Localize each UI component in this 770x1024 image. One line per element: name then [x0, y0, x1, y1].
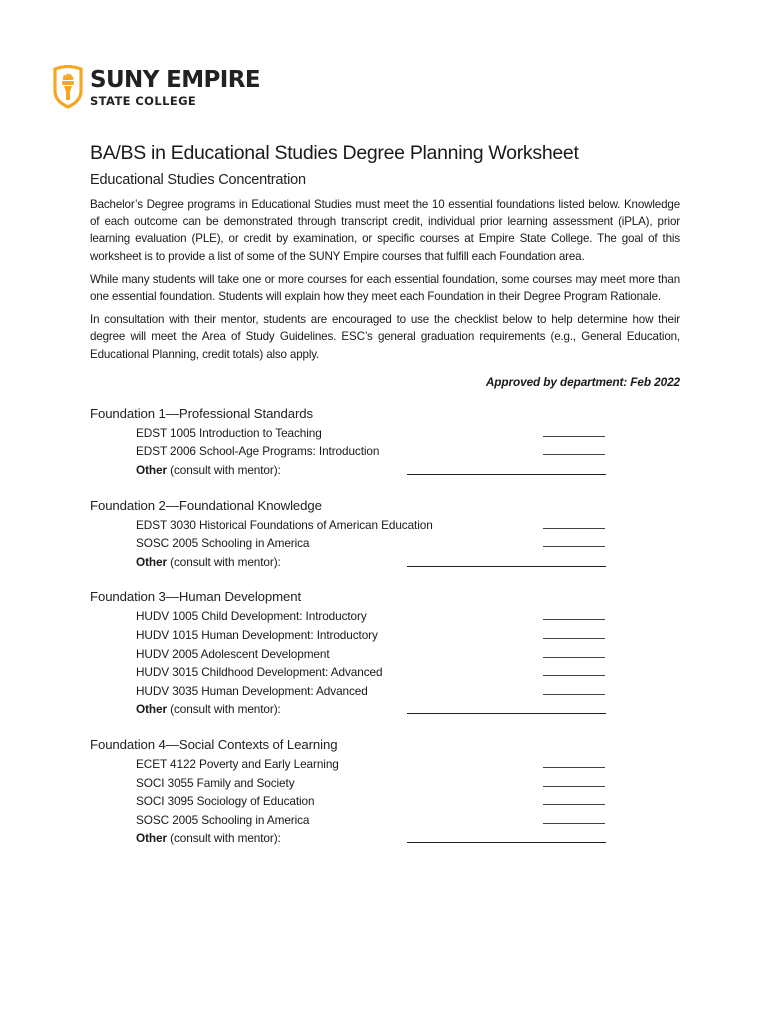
other-row — [90, 829, 680, 848]
course-name: HUDV 1005 Child Development: Introductory — [136, 609, 367, 624]
course-row — [90, 663, 680, 682]
page-subtitle: Educational Studies Concentration — [90, 172, 306, 188]
other-course-blank[interactable] — [407, 842, 606, 843]
other-row — [90, 700, 680, 719]
logo-main-text: SUNY EMPIRE — [90, 66, 260, 93]
foundation-title: Foundation 1—Professional Standards — [90, 405, 314, 421]
checkoff-blank[interactable] — [543, 694, 605, 695]
logo-sub-text: STATE COLLEGE — [90, 93, 197, 108]
other-course-blank[interactable] — [407, 566, 606, 567]
checkoff-blank[interactable] — [543, 804, 605, 805]
other-course-blank[interactable] — [407, 474, 606, 475]
course-row — [90, 774, 680, 793]
foundation-title: Foundation 3—Human Development — [90, 589, 302, 605]
course-name: HUDV 1015 Human Development: Introductory — [136, 627, 378, 642]
checkoff-blank[interactable] — [543, 823, 605, 824]
course-row — [90, 424, 680, 443]
other-label: Other — [136, 554, 167, 569]
course-row — [90, 682, 680, 701]
foundation-1 — [90, 404, 680, 480]
checkoff-blank[interactable] — [543, 767, 605, 768]
other-hint: (consult with mentor): — [166, 831, 281, 846]
course-name: EDST 3030 Historical Foundations of American Education — [136, 517, 433, 532]
page-title: BA/BS in Educational Studies Degree Planning Worksheet — [90, 142, 579, 164]
other-hint: (consult with mentor): — [166, 554, 281, 569]
foundation-2 — [90, 496, 680, 572]
suny-empire-logo — [52, 64, 260, 110]
foundation-3 — [90, 587, 680, 719]
foundations-paragraph: While many students will take one or more courses for each essential foundation, some courses may meet more than one essential foundation. Students will explain how they meet each Foundation in their Degree Program Rationale. — [90, 272, 680, 304]
course-row — [90, 626, 680, 645]
course-row — [90, 607, 680, 626]
other-hint: (consult with mentor): — [166, 702, 281, 717]
course-row — [90, 645, 680, 664]
foundation-title: Foundation 2—Foundational Knowledge — [90, 497, 322, 513]
checkoff-blank[interactable] — [543, 619, 605, 620]
other-label: Other — [136, 831, 167, 846]
course-name: SOCI 3055 Family and Society — [136, 775, 295, 790]
checkoff-blank[interactable] — [543, 675, 605, 676]
other-course-blank[interactable] — [407, 713, 606, 714]
course-row — [90, 442, 680, 461]
course-row — [90, 811, 680, 830]
consultation-paragraph: In consultation with their mentor, students are encouraged to use the checklist below to help determine how their degree will meet the Area of Study Guidelines. ESC’s general graduation requirements (e.g., General Education, Educational Planning, credit totals) also apply. — [90, 313, 680, 361]
checkoff-blank[interactable] — [543, 436, 605, 437]
course-name: SOCI 3095 Sociology of Education — [136, 794, 315, 809]
course-row — [90, 792, 680, 811]
course-row — [90, 755, 680, 774]
intro-paragraph: Bachelor’s Degree programs in Educational Studies must meet the 10 essential foundations listed below. Knowledge of each outcome can be demonstrated through transcript credit, individual prior learning assessment (iPLA), prior learning evaluation (PLE), or credit by examination, or specific courses at Empire State College. The goal of this worksheet is to provide a list of some of the SUNY Empire courses that fulfill each Foundation area. — [90, 198, 680, 263]
course-name: ECET 4122 Poverty and Early Learning — [136, 756, 339, 771]
other-row — [90, 461, 680, 480]
course-name: SOSC 2005 Schooling in America — [136, 536, 310, 551]
course-name: HUDV 3015 Childhood Development: Advanced — [136, 665, 383, 680]
course-name: EDST 2006 School-Age Programs: Introduction — [136, 444, 380, 459]
torch-shield-icon — [52, 65, 84, 109]
checkoff-blank[interactable] — [543, 657, 605, 658]
course-name: HUDV 3035 Human Development: Advanced — [136, 683, 368, 698]
foundation-4 — [90, 735, 680, 848]
course-name: SOSC 2005 Schooling in America — [136, 812, 310, 827]
worksheet-content — [90, 140, 680, 848]
checkoff-blank[interactable] — [543, 638, 605, 639]
checkoff-blank[interactable] — [543, 546, 605, 547]
other-label: Other — [136, 463, 167, 478]
other-hint: (consult with mentor): — [166, 463, 281, 478]
other-row — [90, 553, 680, 572]
foundation-title: Foundation 4—Social Contexts of Learning — [90, 736, 338, 752]
course-row — [90, 534, 680, 553]
checkoff-blank[interactable] — [543, 786, 605, 787]
course-name: HUDV 2005 Adolescent Development — [136, 646, 330, 661]
other-label: Other — [136, 702, 167, 717]
checkoff-blank[interactable] — [543, 528, 605, 529]
course-row — [90, 516, 680, 535]
course-name: EDST 1005 Introduction to Teaching — [136, 425, 322, 440]
checkoff-blank[interactable] — [543, 454, 605, 455]
approval-note: Approved by department: Feb 2022 — [485, 374, 680, 389]
